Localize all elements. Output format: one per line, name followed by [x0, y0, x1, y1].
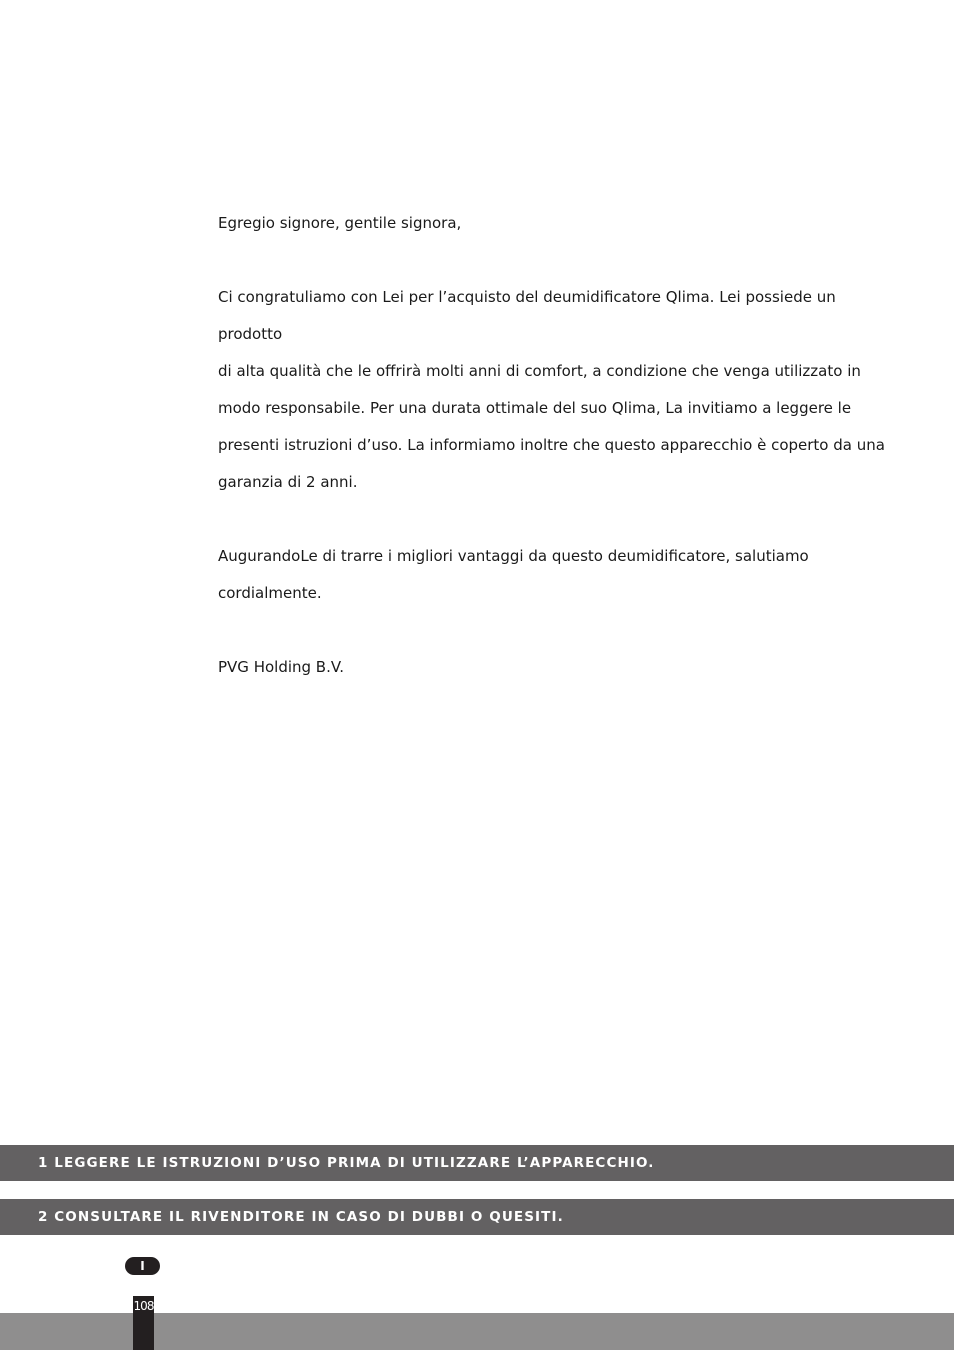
signature: PVG Holding B.V. [218, 658, 344, 676]
paragraph-line: di alta qualità che le offrirà molti anni di comfort, a condizione che venga utilizzato in [218, 362, 861, 380]
paragraph-line: presenti istruzioni d’uso. La informiamo inoltre che questo apparecchio è coperto da una [218, 436, 885, 454]
paragraph-line: AugurandoLe di trarre i migliori vantaggi da questo deumidificatore, salutiamo [218, 547, 809, 565]
language-badge: I [125, 1257, 160, 1275]
greeting: Egregio signore, gentile signora, [218, 214, 462, 232]
notice-band-read-instructions: 1 LEGGERE LE ISTRUZIONI D’USO PRIMA DI UTILIZZARE L’APPARECCHIO. [0, 1145, 954, 1181]
paragraph-line: Ci congratuliamo con Lei per l’acquisto del deumidificatore Qlima. Lei possiede un prodotto [218, 288, 836, 343]
notice-band-consult-dealer: 2 CONSULTARE IL RIVENDITORE IN CASO DI DUBBI O QUESITI. [0, 1199, 954, 1235]
letter-body [218, 205, 898, 686]
page-number: 108 [133, 1296, 154, 1350]
paragraph-line: garanzia di 2 anni. [218, 473, 358, 491]
paragraph-line: cordialmente. [218, 584, 322, 602]
paragraph-line: modo responsabile. Per una durata ottimale del suo Qlima, La invitiamo a leggere le [218, 399, 852, 417]
